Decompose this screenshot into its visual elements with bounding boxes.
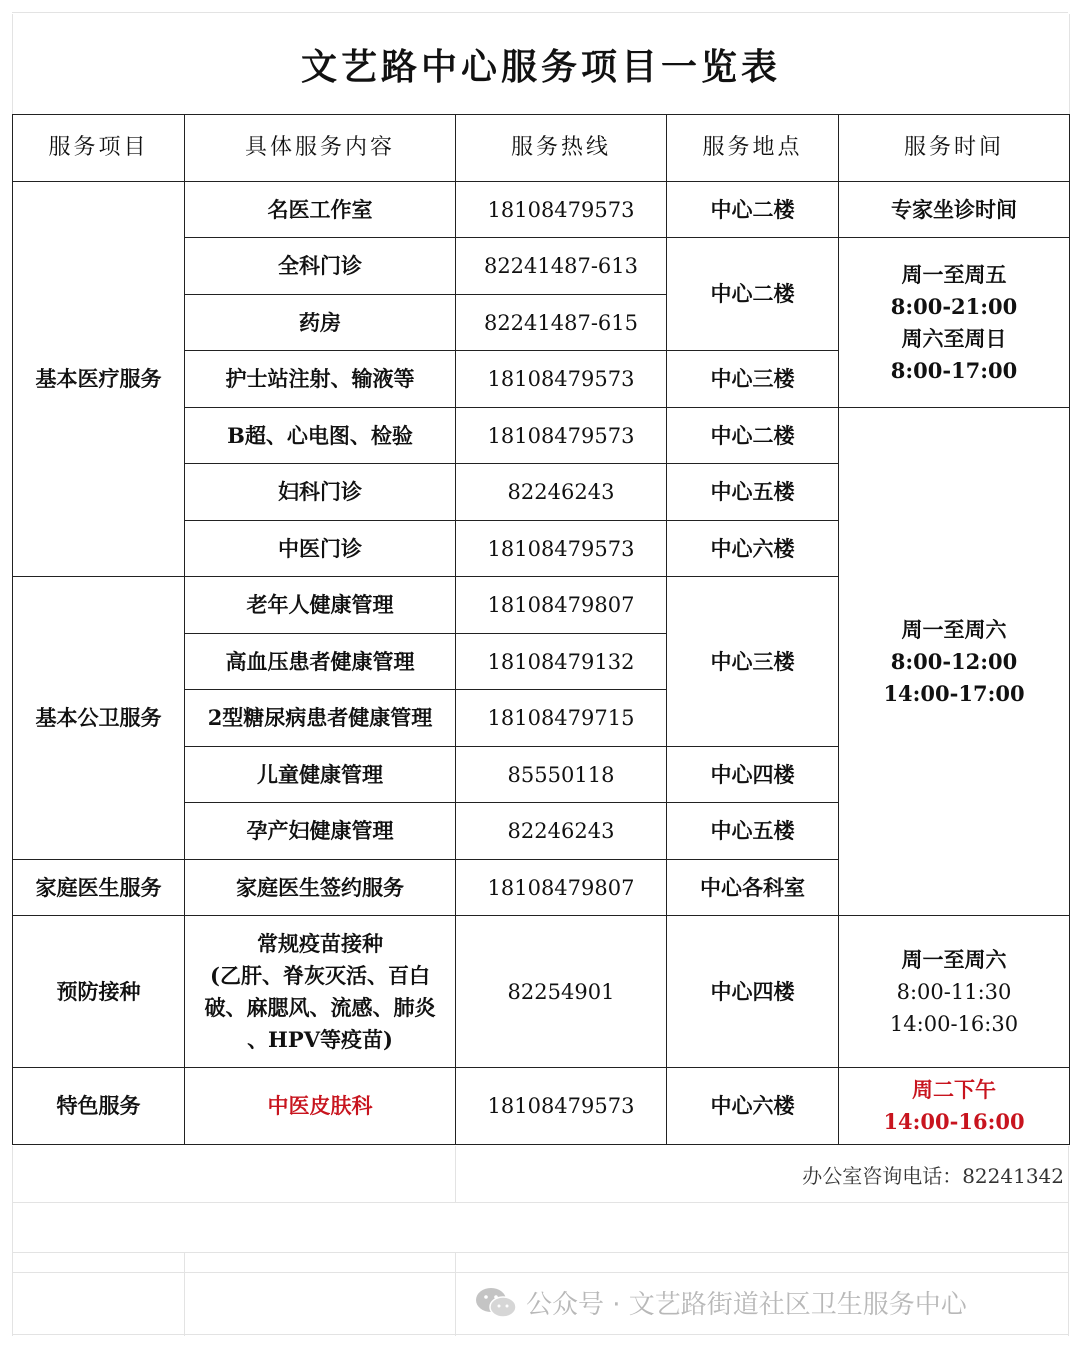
grid-line [184, 1252, 185, 1336]
table-row [13, 1068, 1070, 1145]
header-cell-content: 具体服务内容 [185, 115, 456, 182]
time-text: 周一至周五 [901, 261, 1007, 287]
location-cell: 中心二楼 [667, 238, 839, 351]
category-cell: 家庭医生服务 [13, 860, 185, 916]
service-table [12, 114, 1070, 1145]
location-cell: 中心二楼 [667, 408, 839, 464]
location-cell: 中心二楼 [667, 182, 839, 238]
header-cell-hotline: 服务热线 [456, 115, 667, 182]
page-title: 文艺路中心服务项目一览表 [12, 14, 1070, 114]
content-cell: 中医门诊 [185, 521, 456, 577]
time-cell [839, 408, 1070, 916]
time-cell [839, 916, 1070, 1068]
content-text: (乙肝、脊灰灭活、百白 [210, 962, 430, 988]
grid-line [12, 12, 1068, 13]
grid-line [1068, 1146, 1069, 1336]
content-text: 常规疫苗接种 [257, 930, 383, 956]
content-cell [185, 916, 456, 1068]
grid-line [12, 1252, 1068, 1253]
content-cell: 中医皮肤科 [185, 1068, 456, 1145]
time-text: 8:00-21:00 [890, 293, 1018, 319]
hotline-cell: 85550118 [456, 747, 667, 803]
hotline-cell: 82246243 [456, 464, 667, 521]
content-cell: 儿童健康管理 [185, 747, 456, 803]
time-text: 周六至周日 [901, 325, 1007, 351]
table-row [13, 182, 1070, 238]
time-text: 8:00-12:00 [890, 648, 1018, 674]
hotline-cell: 82241487-613 [456, 238, 667, 295]
time-text: 14:00-16:00 [883, 1109, 1025, 1134]
header-row [13, 115, 1070, 182]
hotline-cell: 82241487-615 [456, 295, 667, 351]
location-cell: 中心五楼 [667, 803, 839, 860]
time-text: 14:00-16:30 [889, 1011, 1019, 1036]
grid-line [12, 1146, 13, 1336]
hotline-cell: 18108479807 [456, 577, 667, 634]
hotline-cell: 82254901 [456, 916, 667, 1068]
content-cell: 全科门诊 [185, 238, 456, 295]
location-cell: 中心六楼 [667, 1068, 839, 1145]
content-text: 、HPV等疫苗) [247, 1026, 393, 1052]
location-cell: 中心五楼 [667, 464, 839, 521]
hotline-cell: 18108479573 [456, 521, 667, 577]
hotline-cell: 18108479807 [456, 860, 667, 916]
watermark [474, 1284, 967, 1321]
watermark-text: 公众号 · 文艺路街道社区卫生服务中心 [526, 1290, 967, 1320]
content-cell: B超、心电图、检验 [185, 408, 456, 464]
hotline-cell: 18108479573 [456, 408, 667, 464]
header-cell-time: 服务时间 [839, 115, 1070, 182]
content-cell: 名医工作室 [185, 182, 456, 238]
content-cell: 高血压患者健康管理 [185, 634, 456, 690]
category-cell: 特色服务 [13, 1068, 185, 1145]
grid-line [12, 1272, 1068, 1273]
content-text: 破、麻腮风、流感、肺炎 [204, 994, 436, 1020]
time-text: 14:00-17:00 [883, 680, 1025, 706]
hotline-cell: 18108479132 [456, 634, 667, 690]
hotline-cell: 18108479573 [456, 351, 667, 408]
time-text: 周二下午 [912, 1077, 996, 1102]
location-cell: 中心四楼 [667, 916, 839, 1068]
hotline-cell: 18108479715 [456, 690, 667, 747]
time-text: 8:00-11:30 [896, 979, 1012, 1004]
hotline-cell: 18108479573 [456, 182, 667, 238]
content-cell: 孕产妇健康管理 [185, 803, 456, 860]
category-cell: 基本医疗服务 [13, 182, 185, 577]
time-cell [839, 1068, 1070, 1145]
location-cell: 中心三楼 [667, 577, 839, 747]
time-cell: 专家坐诊时间 [839, 182, 1070, 238]
grid-line [12, 1334, 1068, 1335]
category-cell: 基本公卫服务 [13, 577, 185, 860]
content-cell: 家庭医生签约服务 [185, 860, 456, 916]
location-cell: 中心四楼 [667, 747, 839, 803]
category-cell: 预防接种 [13, 916, 185, 1068]
location-cell: 中心各科室 [667, 860, 839, 916]
hotline-cell: 18108479573 [456, 1068, 667, 1145]
time-text: 8:00-17:00 [890, 357, 1018, 383]
grid-line [12, 1202, 1068, 1203]
time-text: 周一至周六 [901, 616, 1007, 642]
location-cell: 中心三楼 [667, 351, 839, 408]
content-cell: 老年人健康管理 [185, 577, 456, 634]
time-text: 周一至周六 [901, 946, 1007, 972]
header-cell-location: 服务地点 [667, 115, 839, 182]
content-cell: 药房 [185, 295, 456, 351]
content-cell: 2型糖尿病患者健康管理 [185, 690, 456, 747]
table-row [13, 916, 1070, 1068]
content-cell: 护士站注射、输液等 [185, 351, 456, 408]
header-cell-category: 服务项目 [13, 115, 185, 182]
wechat-icon [474, 1285, 518, 1321]
grid-line [455, 1146, 456, 1202]
office-phone-note: 办公室咨询电话：82241342 [802, 1164, 1064, 1188]
location-cell: 中心六楼 [667, 521, 839, 577]
content-cell: 妇科门诊 [185, 464, 456, 521]
hotline-cell: 82246243 [456, 803, 667, 860]
time-cell [839, 238, 1070, 408]
grid-line [455, 1252, 456, 1336]
